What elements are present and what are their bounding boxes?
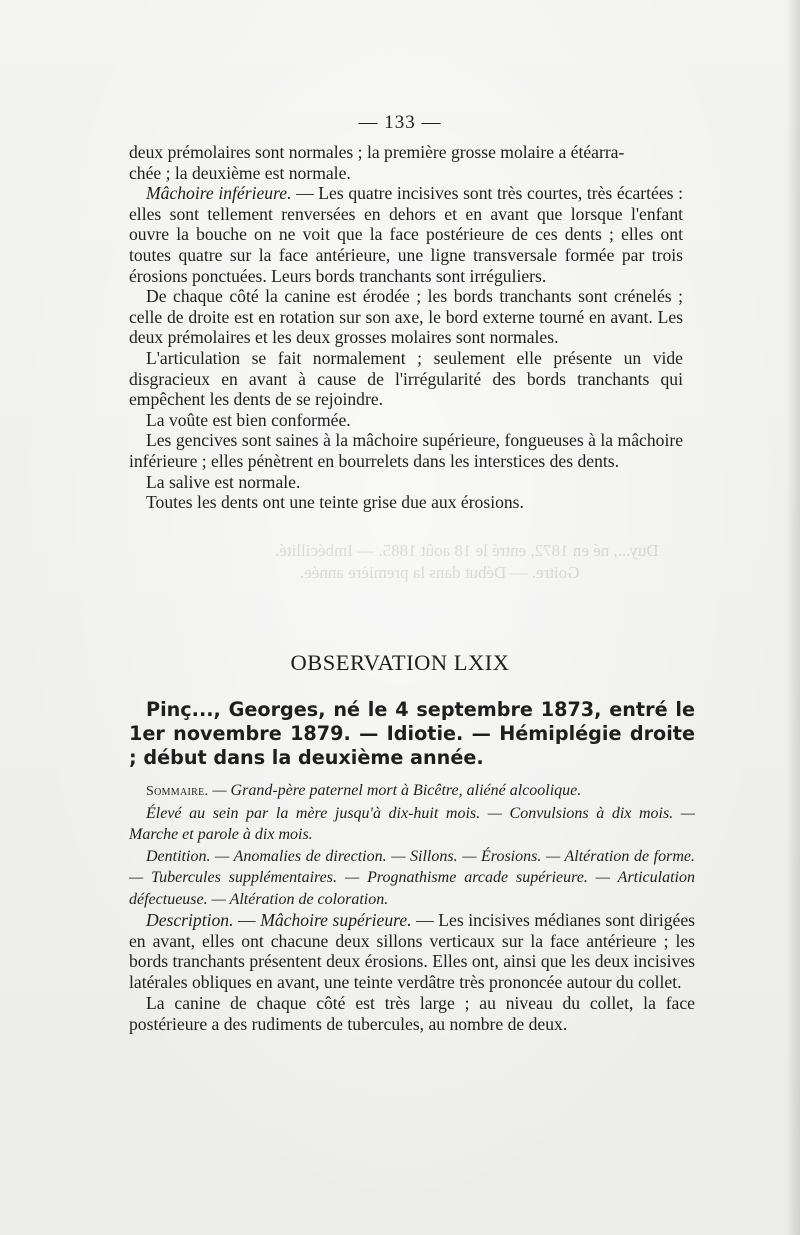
observation-heading: OBSERVATION LXIX [290,650,510,675]
description-text: — Les incisives médianes sont dirigées en avant, elles ont chacune deux sillons verticaux sur la face antérieure ; les bords tranchants présentent deux érosions. Elles ont, ainsi que les deux incisives latérales obliques en avant, une teinte verdâtre très prononcée autour du collet. [129,910,696,993]
summary [129,780,695,910]
observation-title [129,698,695,770]
paragraph: Toutes les dents ont une teinte grise due aux érosions. [146,492,524,513]
observation-title-text: Pinç..., Georges, né le 4 septembre 1873, entré le 1er novembre 1879. — Idiotie. — Hémiplégie droite ; début dans la deuxième année. [129,698,695,769]
page-edge-shadow [786,0,800,1235]
paragraph [129,183,683,286]
description [129,910,695,1034]
bleed-through-line: Goitre. — Début dans la première année. [300,563,580,582]
paragraph: Les gencives sont saines à la mâchoire supérieure, fongueuses à la mâchoire inférieure ; elles pénètrent en bourrelets dans les interstices des dents. [129,430,683,471]
page-number: — 133 — [358,112,442,133]
description-paragraph: La canine de chaque côté est très large ; au niveau du collet, la face postérieure a des rudiments de tubercules, au nombre de deux. [129,992,695,1034]
body-text [129,142,683,513]
text-line: chée ; la deuxième est normale. [129,162,351,183]
section-label: Mâchoire inférieure. [146,183,292,204]
paragraph [129,142,683,183]
summary-line: Dentition. — Anomalies de direction. — Sillons. — Érosions. — Altération de forme. — Tubercules supplémentaires. — Prognathisme arcade supérieure. — Articulation défectueuse. — Altération de coloration. [129,847,695,908]
summary-line: Élevé au sein par la mère jusqu'à dix-huit mois. — Convulsions à dix mois. — Marche et parole à dix mois. [129,804,695,843]
summary-text: — Grand-père paternel mort à Bicêtre, aliéné alcoolique. [208,782,582,799]
summary-line [129,780,695,803]
paragraph: L'articulation se fait normalement ; seulement elle présente un vide disgracieux en avant à cause de l'irrégularité des bords tranchants qui empêchent les dents de se rejoindre. [129,347,683,410]
description-sublabel: Mâchoire supérieure. [260,910,412,930]
summary-label: Sommaire. [146,784,209,799]
paragraph: La salive est normale. [146,471,301,492]
description-label: Description. [146,910,234,930]
paragraph: De chaque côté la canine est érodée ; les bords tranchants sont crénelés ; celle de droite est en rotation sur son axe, le bord externe tourné en avant. Les deux prémolaires et les deux grosses molaires sont normales. [129,286,683,348]
description-paragraph: Description. — Mâchoire supérieure. — Les incisives médianes sont dirigées en avant, elles ont chacune deux sillons verticaux sur la face antérieure ; les bords tranchants présentent deux érosions. Elles ont, ainsi que les deux incisives latérales obliques en avant, une teinte verdâtre très prononcée autour du collet. [129,910,696,993]
bleed-through-line: Duy..., né en 1872, entré le 18 août 1885. — Imbécillité. [275,541,659,560]
paragraph-text: — Les quatre incisives sont très courtes, très écartées : elles sont tellement renversées en dehors et en avant que lorsque l'enfant ouvre la bouche on ne voit que la face postérieure de ces dents ; elles ont toutes quatre sur la face antérieure, une ligne transversale formée par trois érosions ponctuées. Leurs bords tranchants sont irréguliers. [129,183,683,286]
text-line: deux prémolaires sont normales ; la première grosse molaire a étéarra- [129,142,625,162]
paragraph: La voûte est bien conformée. [146,409,351,430]
